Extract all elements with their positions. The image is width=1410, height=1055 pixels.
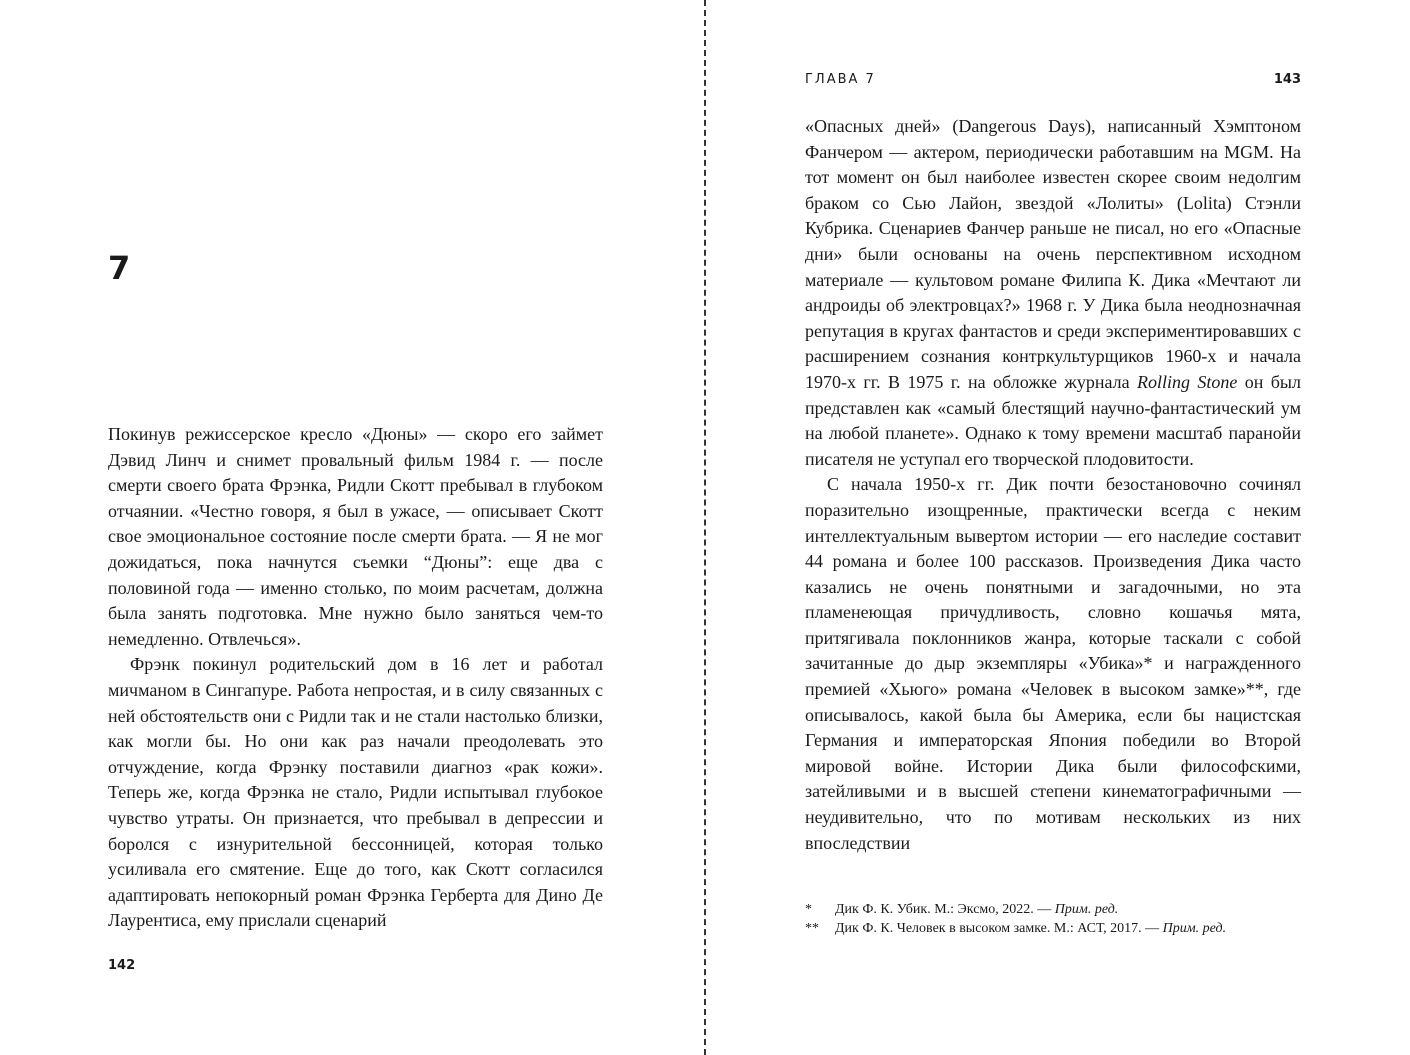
right-body-text [805,114,1301,856]
text-run: «Опасных дней» (Dangerous Days), написанный Хэмптоном Фанчером — актером, периодически работавшим на MGM. На тот момент он был наиболее известен скорее своим недолгим браком со Сью Лайон, звездой «Лолиты» (Lolita) Стэнли Кубрика. Сценариев Фанчер раньше не писал, но его «Опасные дни» были основаны на очень перспективном исходном материале — культовом романе Филипа К. Дика «Мечтают ли андроиды об электровцах?» 1968 г. У Дика была неоднозначная репутация в кругах фантастов и среди экспериментировавших с расширением сознания контркультурщиков 1960-х и начала 1970-х гг. В 1975 г. на обложке журнала [805,116,1301,392]
footnote-mark: * [805,902,812,917]
footnote [805,900,1301,919]
page-number: 143 [1273,72,1301,87]
footnote-text: Дик Ф. К. Убик. М.: Эксмо, 2022. — Прим. ред. [835,902,1119,917]
page-number: 142 [108,958,136,973]
right-page [706,0,1410,1055]
footnotes [805,900,1301,938]
left-body-text [108,422,603,934]
paragraph: Покинув режиссерское кресло «Дюны» — скоро его займет Дэвид Линч и снимет провальный фильм 1984 г. — после смерти своего брата Фрэнка, Ридли Скотт пребывал в глубоком отчаянии. «Честно говоря, я был в ужасе, — описывает Скотт свое эмоциональное состояние после смерти брата. — Я не мог дожидаться, пока начнутся съемки “Дюны”: еще два с половиной года — именно столько, по моим расчетам, должна была занять подготовка. Мне нужно было заняться чем-то немедленно. Отвлечься». [108,424,603,649]
text-run: он был представлен как «самый блестящий научно-фантастический ум на любой планете». Однако к тому времени масштаб паранойи писателя не уступал его творческой плодовитости. [805,371,1301,469]
italic-title: Rolling Stone [1136,371,1238,392]
running-head: ГЛАВА 7 [805,72,876,87]
paragraph: Фрэнк покинул родительский дом в 16 лет и работал мичманом в Сингапуре. Работа непростая, и в силу связанных с ней обстоятельств они с Ридли так и не стали настолько близки, как могли бы. Но они как раз начали преодолевать это отчуждение, когда Фрэнку поставили диагноз «рак кожи». Теперь же, когда Фрэнка не стало, Ридли испытывал глубокое чувство утраты. Он признается, что пребывал в депрессии и боролся с изнурительной бессонницей, которая только усиливала его смятение. Еще до того, как Скотт согласился адаптировать непокорный роман Фрэнка Герберта для Дино Де Лаурентиса, ему прислали сценарий [108,654,603,931]
footnote-text: Дик Ф. К. Человек в высоком замке. М.: АСТ, 2017. — Прим. ред. [835,921,1227,936]
paragraph: С начала 1950-х гг. Дик почти безостановочно сочинял поразительно изощренные, практически всегда с неким интеллектуальным вывертом истории — его наследие составит 44 романа и более 100 рассказов. Произведения Дика часто казались не очень понятными и загадочными, но эта пламенеющая причудливость, словно кошачья мята, притягивала поклонников жанра, которые таскали с собой зачитанные до дыр экземпляры «Убика»* и награжденного премией «Хьюго» романа «Человек в высоком замке»**, где описывалось, какой была бы Америка, если бы нацистская Германия и императорская Япония победили во Второй мировой войне. Истории Дика были философскими, затейливыми и в высшей степени кинематографичными — неудивительно, что по мотивам нескольких из них впоследствии [805,474,1301,853]
paragraph [805,114,1301,472]
footnote [805,919,1301,938]
left-page [0,0,704,1055]
chapter-number: 7 [108,249,131,287]
footnote-mark: ** [805,921,819,936]
